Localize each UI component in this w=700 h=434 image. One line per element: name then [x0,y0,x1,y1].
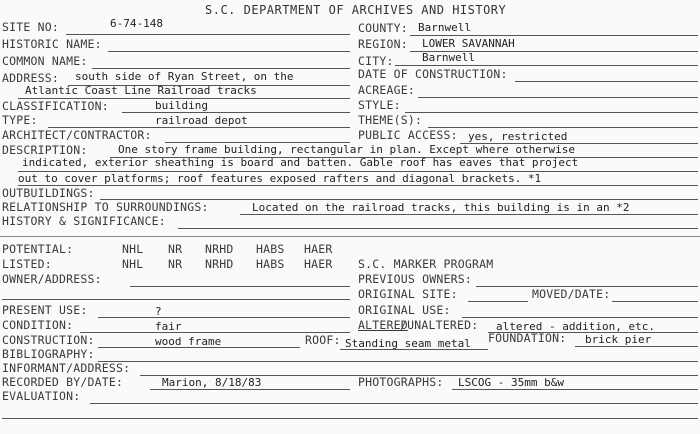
potential-label: POTENTIAL: [2,242,74,256]
potential-habs: HABS [256,242,285,256]
foundation-value: brick pier [585,333,652,346]
city-label: CITY: [358,54,394,68]
moved-date-label: MOVED/DATE: [532,287,611,301]
marker-program-label: S.C. MARKER PROGRAM [358,257,494,271]
foundation-label: FOUNDATION: [488,331,567,345]
listed-nr: NR [168,257,183,271]
listed-habs: HABS [256,257,285,271]
common-name-label: COMMON NAME: [2,54,88,68]
recorded-label: RECORDED BY/DATE: [2,375,124,389]
public-access-value: yes, restricted [468,130,568,143]
original-use-label: ORIGINAL USE: [358,303,451,317]
unaltered-label: /UNALTERED: [400,318,479,332]
relationship-value: Located on the railroad tracks, this building is in an *2 [252,201,630,214]
potential-nhl: NHL [122,242,144,256]
address-label: ADDRESS: [2,71,59,85]
potential-nrhd: NRHD [205,242,234,256]
classification-value: building [155,99,208,112]
region-label: REGION: [358,37,408,51]
condition-value: fair [155,320,182,333]
informant-label: INFORMANT/ADDRESS: [2,361,131,375]
construction-value: wood frame [155,335,222,348]
site-no-value: 6-74-148 [110,17,163,30]
description-line-3: out to cover platforms; roof features exposed rafters and diagonal brackets. *1 [18,172,542,185]
county-value: Barnwell [418,21,471,34]
listed-nhl: NHL [122,257,144,271]
description-line-2: indicated, exterior sheathing is board and batten. Gable roof has eaves that project [22,156,579,169]
original-site-label: ORIGINAL SITE: [358,287,458,301]
photographs-label: PHOTOGRAPHS: [358,375,444,389]
architect-label: ARCHITECT/CONTRACTOR: [2,128,152,142]
previous-owners-label: PREVIOUS OWNERS: [358,272,472,286]
potential-nr: NR [168,242,183,256]
evaluation-label: EVALUATION: [2,389,81,403]
outbuildings-label: OUTBUILDINGS: [2,186,95,200]
roof-value: Standing seam metal [345,337,471,350]
present-use-label: PRESENT USE: [2,303,88,317]
city-value: Barnwell [422,51,475,64]
photographs-value: LSCOG - 35mm b&w [458,376,564,389]
listed-nrhd: NRHD [205,257,234,271]
relationship-label: RELATIONSHIP TO SURROUNDINGS: [2,200,209,214]
date-construction-label: DATE OF CONSTRUCTION: [358,67,508,81]
present-use-value: ? [155,305,162,318]
bibliography-label: BIBLIOGRAPHY: [2,347,95,361]
type-label: TYPE: [2,113,38,127]
acreage-label: ACREAGE: [358,83,415,97]
description-line-1: One story frame building, rectangular in plan. Except where otherwise [118,143,575,156]
altered-value: altered - addition, etc. [496,320,655,333]
type-value: railroad depot [155,114,248,127]
address-value-2: Atlantic Coast Line Railroad tracks [25,84,257,97]
style-label: STYLE: [358,98,401,112]
listed-haer: HAER [304,257,333,271]
description-label: DESCRIPTION: [2,143,88,157]
condition-label: CONDITION: [2,318,74,332]
recorded-value: Marion, 8/18/83 [162,376,262,389]
classification-label: CLASSIFICATION: [2,99,109,113]
historic-name-label: HISTORIC NAME: [2,37,102,51]
themes-label: THEME(S): [358,113,423,127]
altered-label: ALTERED [358,318,408,332]
construction-label: CONSTRUCTION: [2,333,95,347]
owner-label: OWNER/ADDRESS: [2,272,102,286]
site-no-label: SITE NO: [2,20,59,34]
address-value-1: south side of Ryan Street, on the [75,70,294,83]
public-access-label: PUBLIC ACCESS: [358,128,458,142]
roof-label: ROOF: [305,333,341,347]
region-value: LOWER SAVANNAH [422,37,515,50]
potential-haer: HAER [304,242,333,256]
history-label: HISTORY & SIGNIFICANCE: [2,214,166,228]
listed-label: LISTED: [2,257,52,271]
form-header: S.C. DEPARTMENT OF ARCHIVES AND HISTORY [205,3,507,17]
county-label: COUNTY: [358,21,408,35]
